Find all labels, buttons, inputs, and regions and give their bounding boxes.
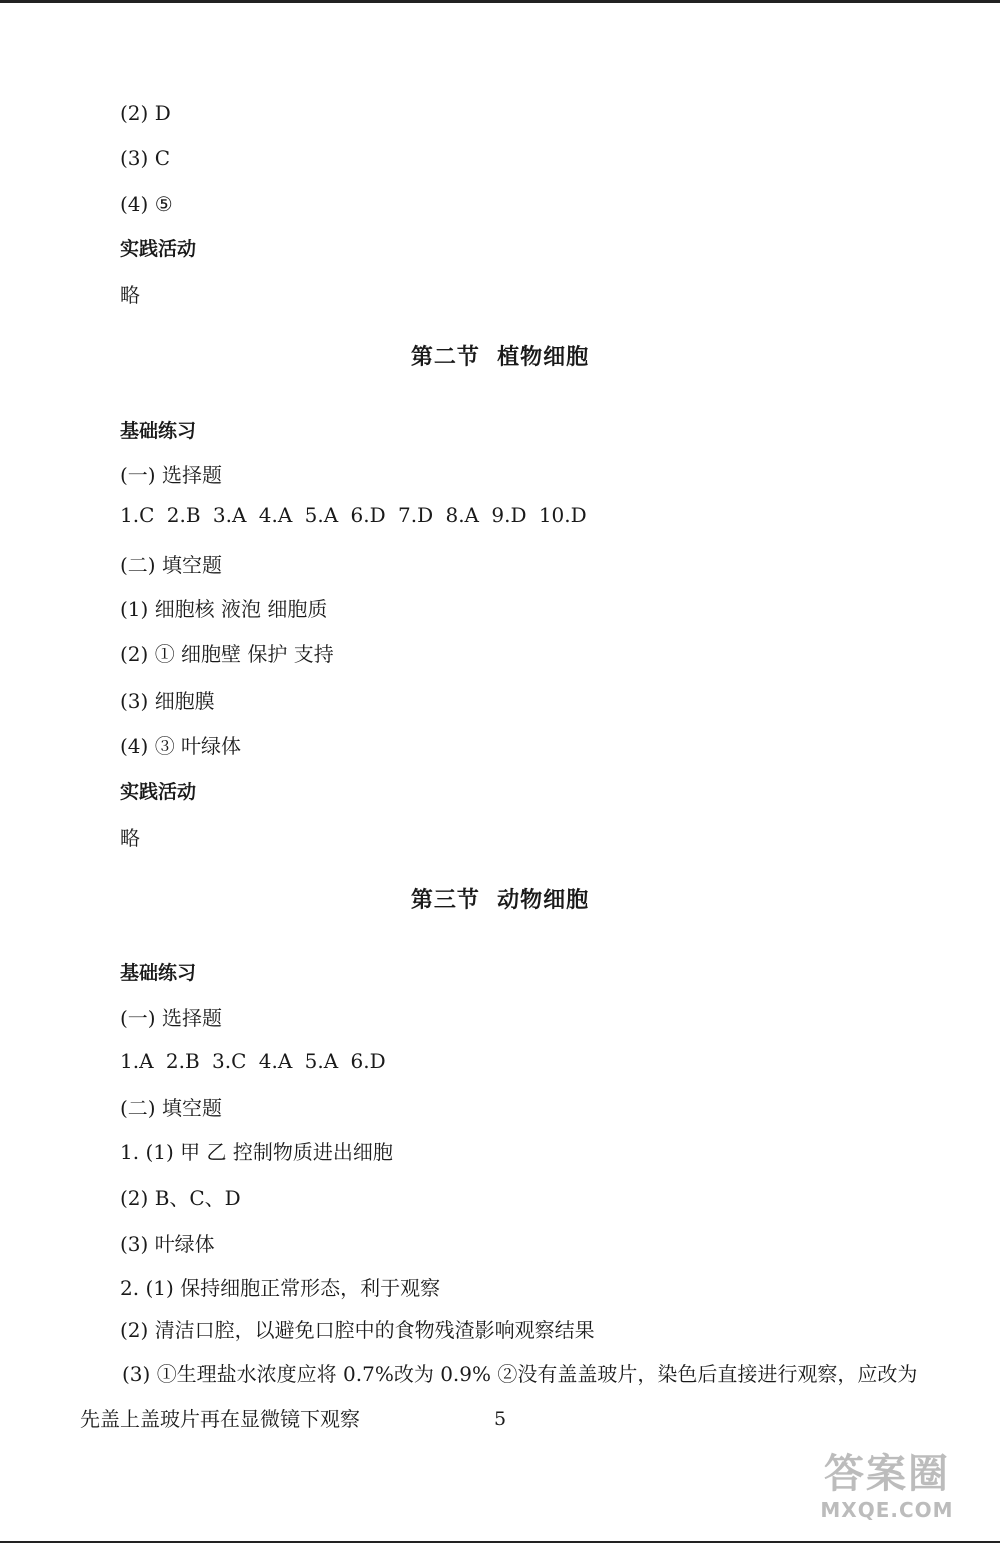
basic-practice-heading: 基础练习	[120, 962, 197, 984]
section-title: 第二节 植物细胞	[410, 345, 590, 370]
practice-heading: 实践活动	[120, 781, 197, 803]
answer-line: (1) 细胞核 液泡 细胞质	[120, 597, 328, 621]
basic-practice-heading: 基础练习	[120, 420, 197, 442]
practice-body: 略	[120, 826, 140, 850]
answer-line: 2. (1) 保持细胞正常形态，利于观察	[120, 1276, 441, 1300]
practice-heading: 实践活动	[120, 238, 197, 260]
answer-line: (2) 清洁口腔，以避免口腔中的食物残渣影响观察结果	[120, 1318, 595, 1342]
choice-answers: 1.A 2.B 3.C 4.A 5.A 6.D	[120, 1049, 386, 1073]
fill-heading: (二) 填空题	[120, 1096, 222, 1120]
answer-line: (2) D	[120, 101, 171, 125]
answer-line: (2) ① 细胞壁 保护 支持	[120, 642, 334, 666]
answer-line: (2) B、C、D	[120, 1186, 241, 1210]
answer-line: (3) 叶绿体	[120, 1232, 215, 1256]
answer-line: (4) ③ 叶绿体	[120, 734, 242, 758]
choice-heading: (一) 选择题	[120, 463, 222, 487]
bottom-border-line	[0, 1541, 1000, 1543]
answer-line: (3) C	[120, 146, 170, 170]
choice-answers: 1.C 2.B 3.A 4.A 5.A 6.D 7.D 8.A 9.D 10.D	[120, 503, 587, 527]
watermark-logo	[792, 1450, 982, 1535]
watermark-title: 答案圈	[824, 1451, 950, 1497]
answer-line: 1. (1) 甲 乙 控制物质进出细胞	[120, 1140, 393, 1164]
choice-heading: (一) 选择题	[120, 1006, 222, 1030]
answer-line: (3) 细胞膜	[120, 689, 215, 713]
answer-paragraph: (3) ①生理盐水浓度应将 0.7%改为 0.9% ②没有盖盖玻片，染色后直接进行观察，应改为先盖上盖玻片再在显微镜下观察	[80, 1362, 918, 1431]
answer-line: (4) ⑤	[120, 192, 173, 216]
top-border-line	[0, 0, 1000, 3]
watermark-url: MXQE.COM	[820, 1498, 954, 1522]
practice-body: 略	[120, 283, 140, 307]
page-number: 5	[493, 1408, 507, 1430]
section-title: 第三节 动物细胞	[410, 888, 590, 913]
fill-heading: (二) 填空题	[120, 553, 222, 577]
